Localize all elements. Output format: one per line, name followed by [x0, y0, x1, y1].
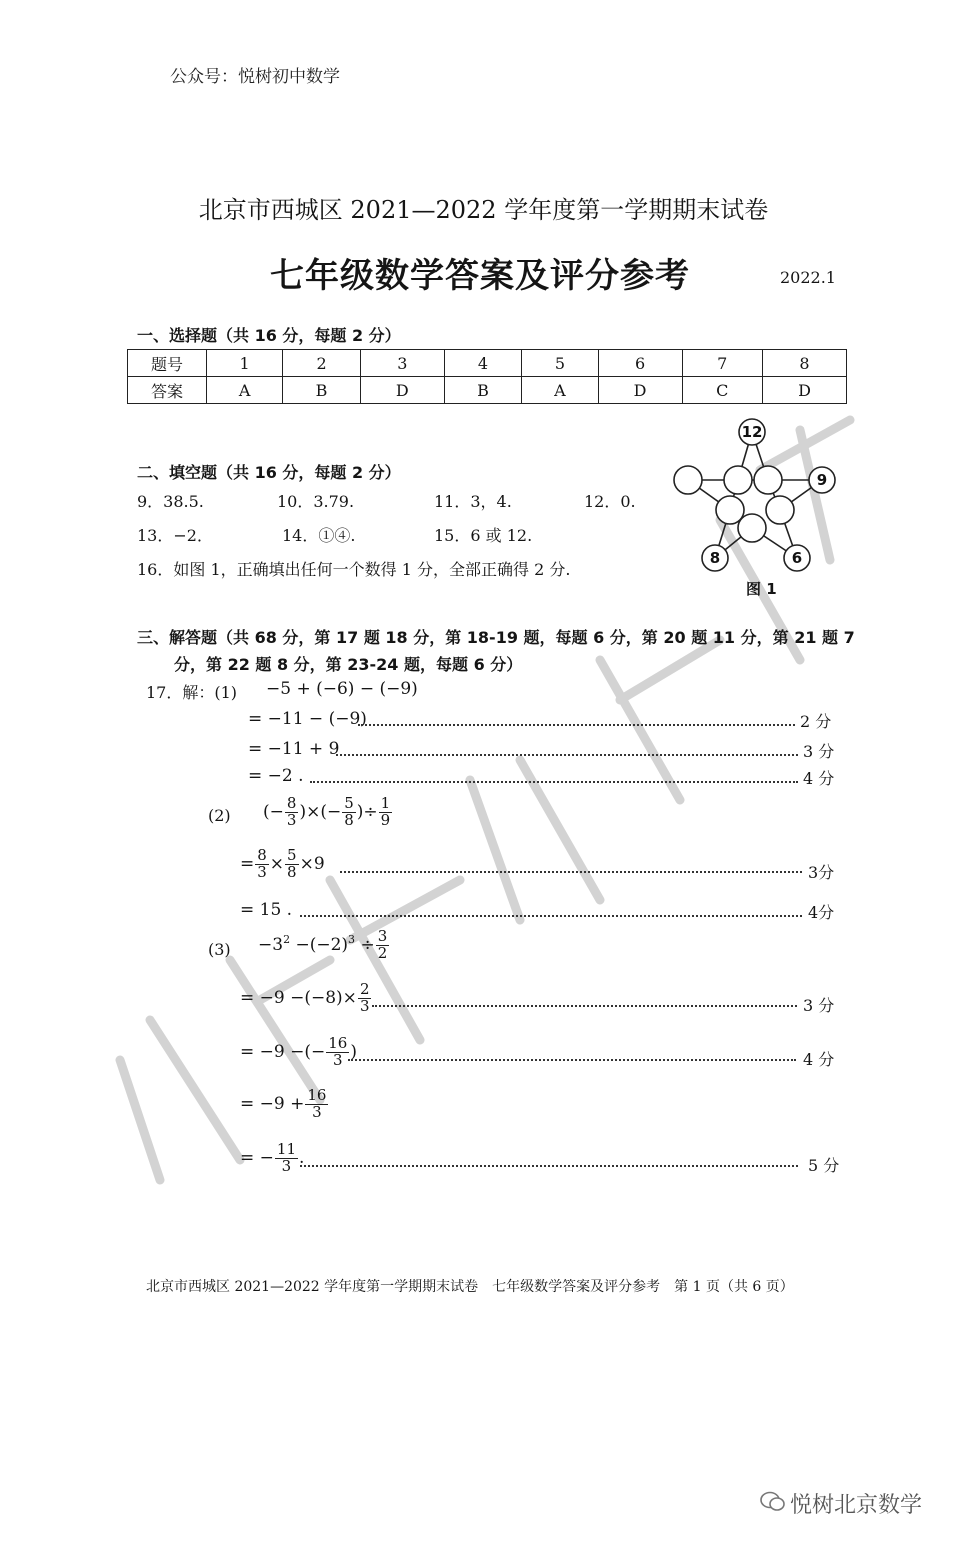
- question-number: 7: [682, 350, 762, 377]
- p3-label: (3): [208, 940, 231, 959]
- figure-number-top: 12: [741, 423, 763, 441]
- page-footer: 北京市西城区 2021—2022 学年度第一学期期末试卷 七年级数学答案及评分参考 第 1 页（共 6 页）: [146, 1279, 794, 1295]
- p2-step2: = 15 .: [240, 900, 293, 920]
- p1-step2: = −11 + 9: [248, 739, 340, 759]
- node-circle: [738, 514, 766, 542]
- choice-answer-table: [127, 349, 847, 404]
- node-circle: [674, 466, 702, 494]
- answer-q12: 12．0.: [584, 492, 636, 511]
- exam-title: 北京市西城区 2021—2022 学年度第一学期期末试卷: [198, 196, 769, 224]
- p3-step2: = −9 −(− $\frac{16}{3}$ ): [240, 1034, 357, 1069]
- question-number: 3: [360, 350, 444, 377]
- leader-dots: [300, 1165, 798, 1167]
- p2-expression: (− $\frac{8}{3}$ )×(− $\frac{5}{8}$ )÷ $\frac{1}{9}$: [263, 794, 391, 829]
- answer-q13: 13．−2．: [137, 526, 213, 545]
- answer-q15: 15．6 或 12.: [434, 526, 533, 545]
- row-label-answer: 答案: [128, 377, 207, 404]
- node-circle: [724, 466, 752, 494]
- p2-label: (2): [208, 806, 231, 825]
- p1-expression: −5 + (−6) − (−9): [266, 679, 418, 699]
- score-label: 5 分: [808, 1156, 840, 1175]
- row-label-number: 题号: [128, 350, 207, 377]
- score-label: 2 分: [800, 712, 832, 731]
- answer-cell: C: [682, 377, 762, 404]
- answer-cell: D: [360, 377, 444, 404]
- question-number: 2: [283, 350, 361, 377]
- figure-number-right: 9: [816, 471, 828, 489]
- figure-caption: 图 1: [746, 580, 777, 598]
- answer-q9: 9．38.5.: [137, 492, 204, 511]
- p3-step1: = −9 −(−8)× $\frac{2}{3}$: [240, 980, 370, 1015]
- p3-step3: = −9 + $\frac{16}{3}$: [240, 1086, 327, 1121]
- account-logo: 悦树北京数学: [790, 1493, 923, 1518]
- answer-cell: A: [207, 377, 283, 404]
- score-label: 4 分: [803, 769, 835, 788]
- section1-heading: 一、选择题（共 16 分，每题 2 分）: [137, 326, 401, 345]
- answer-q14: 14．①④.: [282, 526, 356, 545]
- figure-number-bottom-left: 8: [709, 549, 721, 567]
- source-note: 公众号：悦树初中数学: [170, 67, 340, 87]
- leader-dots: [358, 724, 795, 726]
- question-number: 5: [522, 350, 598, 377]
- leader-dots: [300, 915, 802, 917]
- leader-dots: [340, 871, 802, 873]
- question-number: 6: [598, 350, 682, 377]
- p1-step1: = −11 − (−9): [248, 709, 367, 729]
- question-number: 4: [444, 350, 522, 377]
- answer-cell: A: [522, 377, 598, 404]
- figure-number-bottom-right: 6: [791, 549, 803, 567]
- table-row: [128, 377, 847, 404]
- p2-step1: = $\frac{8}{3}$ × $\frac{5}{8}$ ×9: [240, 846, 325, 881]
- answer-q11: 11．3，4.: [434, 492, 512, 511]
- leader-dots: [310, 781, 798, 783]
- p3-step4: = − $\frac{11}{3}$ .: [240, 1140, 305, 1175]
- answer-cell: B: [444, 377, 522, 404]
- section3-heading-line1: 三、解答题（共 68 分，第 17 题 18 分，第 18-19 题，每题 6 分，第 20 题 11 分，第 21 题 7: [137, 628, 855, 647]
- section3-heading-line2: 分，第 22 题 8 分，第 23-24 题，每题 6 分）: [174, 655, 523, 674]
- section2-heading: 二、填空题（共 16 分，每题 2 分）: [137, 463, 401, 482]
- wechat-icon: [760, 1490, 786, 1516]
- score-label: 3分: [808, 863, 835, 882]
- document-title: 七年级数学答案及评分参考: [270, 256, 690, 296]
- answer-q16: 16．如图 1，正确填出任何一个数得 1 分，全部正确得 2 分.: [137, 560, 571, 579]
- star-figure: [660, 410, 850, 580]
- score-label: 3 分: [803, 742, 835, 761]
- answer-cell: B: [283, 377, 361, 404]
- score-label: 3 分: [803, 996, 835, 1015]
- leader-dots: [336, 754, 798, 756]
- p3-expression: $-3^2 -(-2)^3$ ÷ $\frac{3}{2}$: [258, 927, 388, 962]
- p1-step3: = −2 .: [248, 766, 304, 786]
- leader-dots: [348, 1059, 796, 1061]
- q17-label: 17．解：(1): [146, 683, 238, 702]
- question-number: 1: [207, 350, 283, 377]
- score-label: 4分: [808, 903, 835, 922]
- leader-dots: [372, 1005, 797, 1007]
- answer-q10: 10．3.79.: [277, 492, 355, 511]
- question-number: 8: [762, 350, 846, 377]
- document-date: 2022.1: [780, 268, 836, 287]
- answer-cell: D: [762, 377, 846, 404]
- score-label: 4 分: [803, 1050, 835, 1069]
- node-circle: [754, 466, 782, 494]
- node-circle: [766, 496, 794, 524]
- answer-cell: D: [598, 377, 682, 404]
- table-row: [128, 350, 847, 377]
